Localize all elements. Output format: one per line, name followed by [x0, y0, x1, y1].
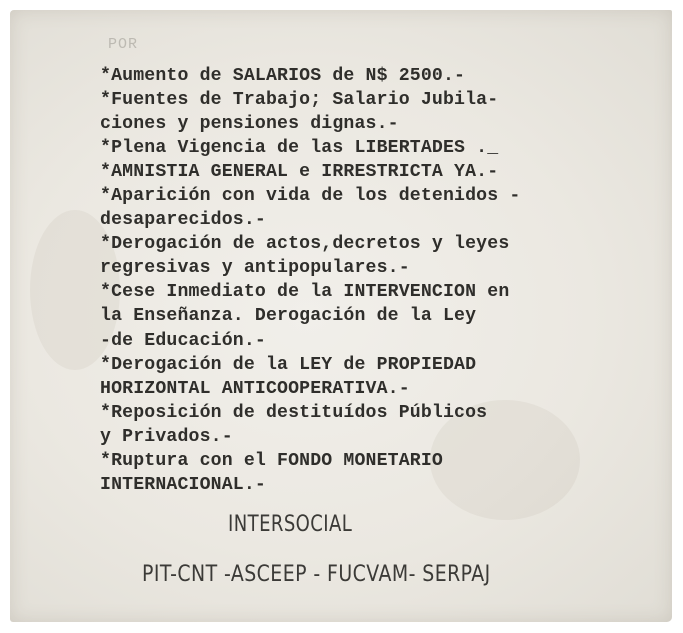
intersocial-title: INTERSOCIAL: [228, 512, 353, 537]
header-text: POR: [108, 36, 139, 53]
demand-line: *Aumento de SALARIOS de N$ 2500.-: [100, 66, 466, 86]
demand-line: *Reposición de destituídos Públicos: [100, 402, 488, 423]
demand-line: *Aparición con vida de los detenidos -: [100, 186, 521, 207]
demand-line: INTERNACIONAL.-: [100, 474, 266, 495]
demand-line: *Fuentes de Trabajo; Salario Jubila-: [100, 90, 499, 111]
demand-line: *Cese Inmediato de la INTERVENCION en: [100, 282, 510, 303]
demands-list: [100, 64, 640, 497]
demand-line: HORIZONTAL ANTICOOPERATIVA.-: [100, 378, 410, 399]
demand-line: *AMNISTIA GENERAL e IRRESTRICTA YA.-: [100, 162, 499, 183]
demand-line: ciones y pensiones dignas.-: [100, 114, 399, 135]
demand-line: regresivas y antipopulares.-: [100, 258, 410, 279]
demand-line: y Privados.-: [100, 426, 233, 447]
demand-line: -de Educación.-: [100, 330, 266, 351]
demand-line: *Ruptura con el FONDO MONETARIO: [100, 450, 443, 471]
demand-line: desaparecidos.-: [100, 210, 266, 231]
demand-line: *Plena Vigencia de las LIBERTADES ._: [100, 138, 499, 159]
demand-line: *Derogación de la LEY de PROPIEDAD: [100, 354, 477, 375]
organizations-list: PIT-CNT -ASCEEP - FUCVAM- SERPAJ: [142, 562, 491, 587]
demand-line: la Enseñanza. Derogación de la Ley: [100, 306, 477, 327]
demand-line: *Derogación de actos,decretos y leyes: [100, 234, 510, 255]
